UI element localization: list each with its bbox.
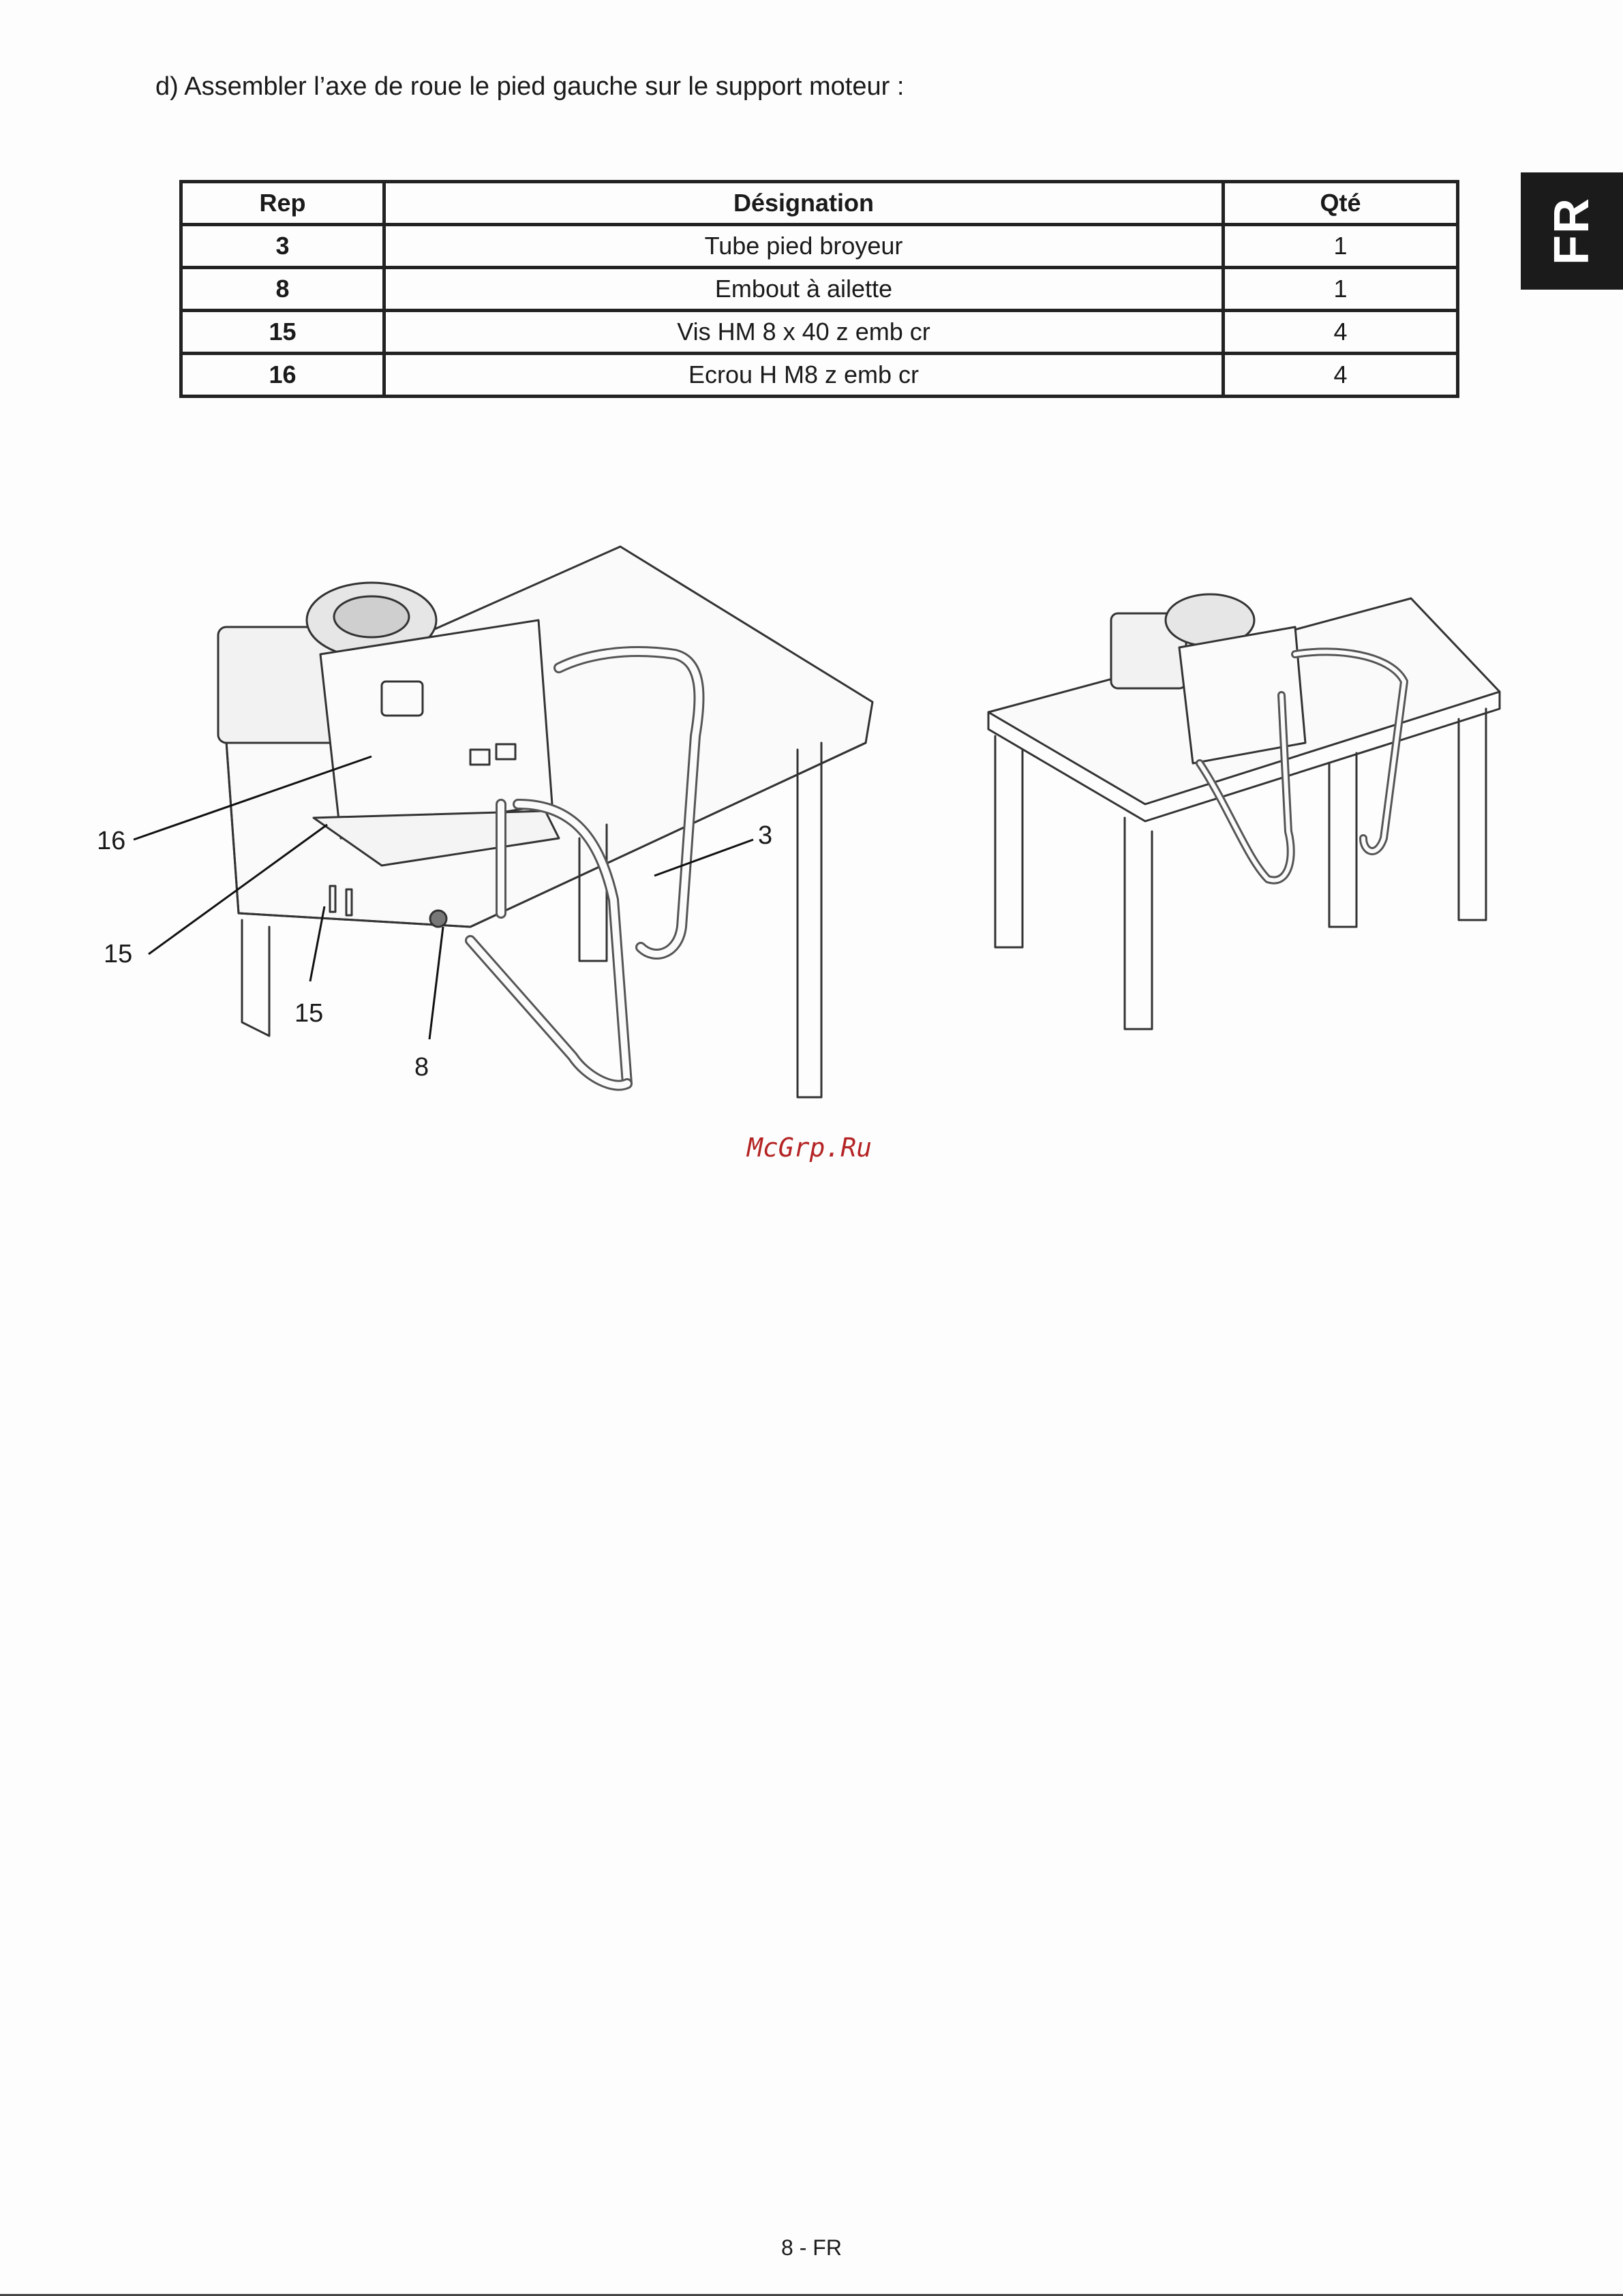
cell-qty: 1 — [1224, 225, 1458, 268]
cell-qty: 4 — [1224, 354, 1458, 397]
page-footer: 8 - FR — [781, 2235, 842, 2260]
language-tab — [1521, 172, 1623, 290]
parts-table — [179, 180, 1459, 398]
callout-15-b: 15 — [294, 999, 324, 1028]
callout-16: 16 — [97, 827, 126, 855]
header-designation: Désignation — [384, 182, 1224, 225]
callout-3: 3 — [758, 821, 773, 850]
cell-rep: 8 — [181, 268, 384, 311]
cell-rep: 16 — [181, 354, 384, 397]
cell-rep: 3 — [181, 225, 384, 268]
cell-qty: 4 — [1224, 311, 1458, 354]
wing-end-cap — [430, 910, 446, 927]
table-row — [181, 268, 1458, 311]
table-row — [181, 354, 1458, 397]
cell-designation: Ecrou H M8 z emb cr — [384, 354, 1224, 397]
callout-15-a: 15 — [104, 940, 133, 968]
table-header-row — [181, 182, 1458, 225]
callout-8: 8 — [414, 1053, 429, 1082]
language-tab-label: FR — [1544, 197, 1599, 265]
table-row — [181, 225, 1458, 268]
cell-qty: 1 — [1224, 268, 1458, 311]
cell-rep: 15 — [181, 311, 384, 354]
cell-designation: Tube pied broyeur — [384, 225, 1224, 268]
instruction-text: d) Assembler l’axe de roue le pied gauche sur le support moteur : — [155, 72, 905, 101]
header-rep: Rep — [181, 182, 384, 225]
header-qty: Qté — [1224, 182, 1458, 225]
assembly-illustration — [0, 518, 1623, 1131]
cell-designation: Embout à ailette — [384, 268, 1224, 311]
watermark: McGrp.Ru — [747, 1133, 873, 1163]
table-row — [181, 311, 1458, 354]
cell-designation: Vis HM 8 x 40 z emb cr — [384, 311, 1224, 354]
